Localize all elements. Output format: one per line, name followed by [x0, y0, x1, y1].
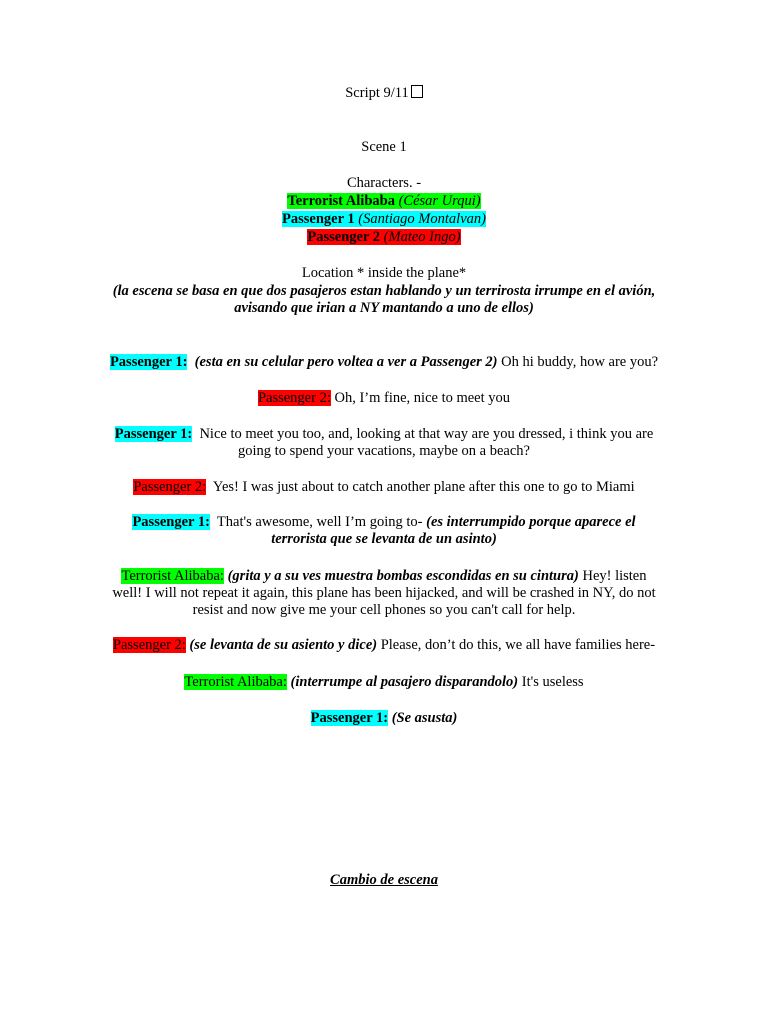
characters-heading: Characters. -	[346, 175, 422, 191]
dialogue-line	[110, 568, 658, 619]
character-terrorist	[110, 193, 658, 210]
character-actor: (Santiago Montalvan)	[358, 211, 486, 227]
line-text: Oh, I’m fine, nice to meet you	[334, 390, 511, 406]
line-text: Hey! listen well! I will not repeat it again, this plane has been hijacked, and will be crashed in NY, do not resist and now give me your cell phones so you can't call for help.	[112, 568, 656, 618]
document-title: Script 9/11	[110, 85, 658, 102]
scene-change-heading: Cambio de escena	[330, 872, 438, 888]
line-text: Please, don’t do this, we all have families here-	[380, 637, 656, 653]
line-text: It's useless	[521, 674, 584, 690]
speaker-label: Passenger 2:	[257, 390, 331, 406]
dialogue-line	[100, 354, 668, 371]
speaker-label: Passenger 2:	[133, 479, 207, 495]
stage-direction: (Se asusta)	[391, 710, 458, 726]
stage-direction: (interrumpe al pasajero disparandolo)	[290, 674, 519, 690]
scene-heading: Scene 1	[361, 139, 407, 155]
dialogue-line	[110, 390, 658, 407]
character-role: Passenger 1	[282, 211, 355, 227]
line-text: Yes! I was just about to catch another plane after this one to go to Miami	[212, 479, 635, 495]
line-text: That's awesome, well I’m going to-	[216, 514, 423, 530]
character-passenger-1	[110, 211, 658, 228]
speaker-label: Passenger 1:	[114, 426, 193, 442]
speaker-label: Passenger 2:	[112, 637, 186, 653]
line-text: Nice to meet you too, and, looking at that way are you dressed, i think you are going to spend your vacations, maybe on a beach?	[199, 426, 654, 459]
stage-direction: (es interrumpido porque aparece el terrorista que se levanta de un asinto)	[271, 514, 636, 547]
character-actor: (César Urqui)	[398, 193, 481, 209]
speaker-label: Passenger 1:	[132, 514, 210, 530]
dialogue-line	[110, 674, 658, 691]
speaker-label: Terrorist Alibaba:	[184, 674, 287, 690]
location-line: Location * inside the plane*	[301, 265, 467, 281]
dialogue-line	[110, 479, 658, 496]
speaker-label: Passenger 1:	[310, 710, 389, 726]
character-actor: (Mateo Ingo)	[383, 229, 461, 245]
character-role: Terrorist Alibaba	[287, 193, 395, 209]
dialogue-line	[110, 710, 658, 727]
character-passenger-2	[110, 229, 658, 246]
speaker-label: Passenger 1:	[109, 354, 188, 370]
stage-direction: (se levanta de su asiento y dice)	[189, 637, 378, 653]
character-role: Passenger 2	[307, 229, 381, 245]
box-glyph-icon	[411, 85, 423, 98]
stage-direction: (grita y a su ves muestra bombas escondidas en su cintura)	[227, 568, 579, 584]
dialogue-line	[110, 637, 658, 654]
dialogue-line	[110, 514, 658, 548]
dialogue-line	[110, 426, 658, 460]
stage-direction: (esta en su celular pero voltea a ver a Passenger 2)	[194, 354, 498, 370]
line-text: Oh hi buddy, how are you?	[501, 354, 659, 370]
scene-note: (la escena se basa en que dos pasajeros estan hablando y un terrirosta irrumpe en el avión, avisando que irian a NY mantando a uno de ellos)	[112, 283, 656, 316]
speaker-label: Terrorist Alibaba:	[121, 568, 224, 584]
